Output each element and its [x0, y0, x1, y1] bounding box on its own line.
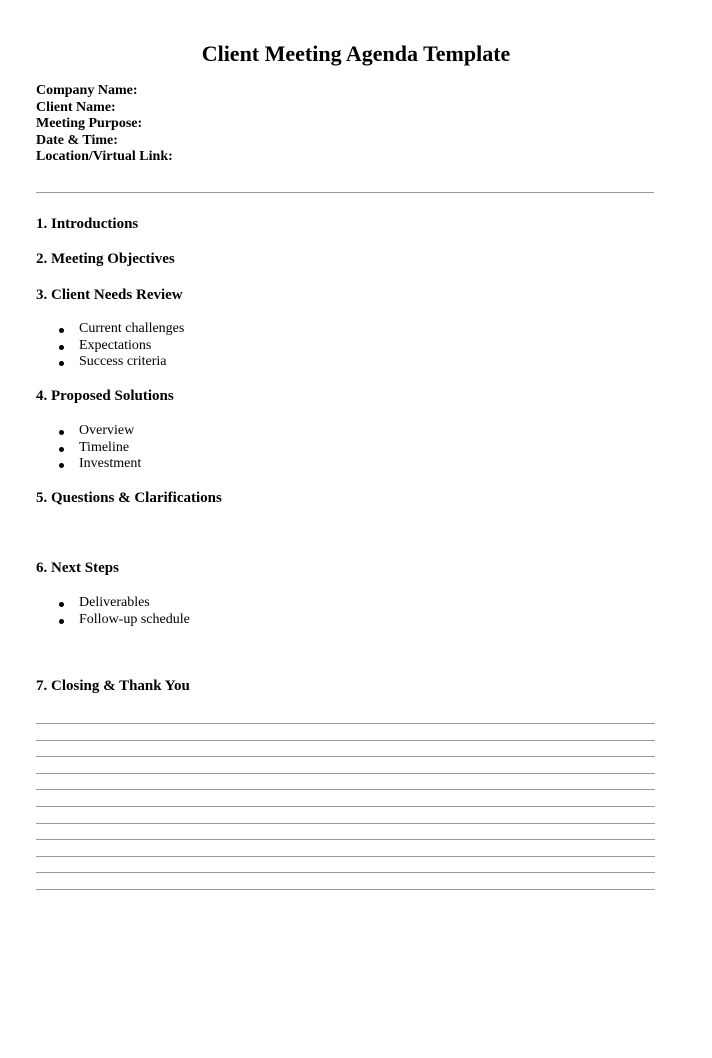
notes-line: [36, 856, 655, 873]
bullet-icon: [59, 619, 64, 624]
bullet-icon: [59, 602, 64, 607]
company-name-label: Company Name:: [36, 83, 138, 98]
section-heading-closing: 7. Closing & Thank You: [36, 678, 190, 694]
list-item: [56, 440, 141, 457]
notes-lines: [36, 723, 655, 906]
proposed-solutions-list: [56, 423, 141, 473]
list-item-text: Deliverables: [79, 595, 150, 610]
list-item: [56, 456, 141, 473]
notes-line: [36, 872, 655, 889]
client-needs-list: [56, 321, 184, 371]
page-title: Client Meeting Agenda Template: [201, 41, 511, 66]
notes-line: [36, 773, 655, 790]
notes-line: [36, 806, 655, 823]
next-steps-list: [56, 595, 190, 628]
list-item: [56, 612, 190, 629]
meeting-info-fields: [36, 83, 173, 166]
bullet-icon: [59, 328, 64, 333]
section-heading-proposed-solutions: 4. Proposed Solutions: [36, 388, 174, 404]
section-heading-client-needs-review: 3. Client Needs Review: [36, 287, 183, 303]
client-name-label: Client Name:: [36, 99, 116, 115]
notes-line: [36, 789, 655, 806]
notes-line: [36, 723, 655, 740]
bullet-icon: [59, 463, 64, 468]
list-item-text: Timeline: [79, 439, 130, 455]
list-item: [56, 423, 141, 440]
notes-line: [36, 740, 655, 757]
notes-line: [36, 756, 655, 773]
list-item: [56, 338, 184, 355]
list-item: [56, 354, 184, 371]
list-item-text: Follow-up schedule: [79, 611, 190, 627]
list-item: [56, 321, 184, 338]
notes-line: [36, 889, 655, 906]
section-heading-meeting-objectives: 2. Meeting Objectives: [36, 251, 175, 267]
bullet-icon: [59, 430, 64, 435]
list-item-text: Overview: [79, 423, 135, 438]
bullet-icon: [59, 345, 64, 350]
list-item: [56, 595, 190, 612]
notes-line: [36, 839, 655, 856]
date-time-label: Date & Time:: [36, 132, 118, 148]
header-divider: [36, 192, 654, 193]
section-heading-next-steps: 6. Next Steps: [36, 560, 119, 576]
list-item-text: Success criteria: [79, 354, 167, 369]
location-link-label: Location/Virtual Link:: [36, 149, 173, 164]
meeting-purpose-label: Meeting Purpose:: [36, 116, 143, 131]
section-heading-questions-clarifications: 5. Questions & Clarifications: [36, 490, 222, 506]
section-heading-introductions: 1. Introductions: [36, 216, 139, 232]
bullet-icon: [59, 447, 64, 452]
list-item-text: Investment: [79, 456, 142, 471]
list-item-text: Current challenges: [79, 321, 185, 336]
list-item-text: Expectations: [79, 337, 152, 353]
notes-line: [36, 823, 655, 840]
bullet-icon: [59, 361, 64, 366]
